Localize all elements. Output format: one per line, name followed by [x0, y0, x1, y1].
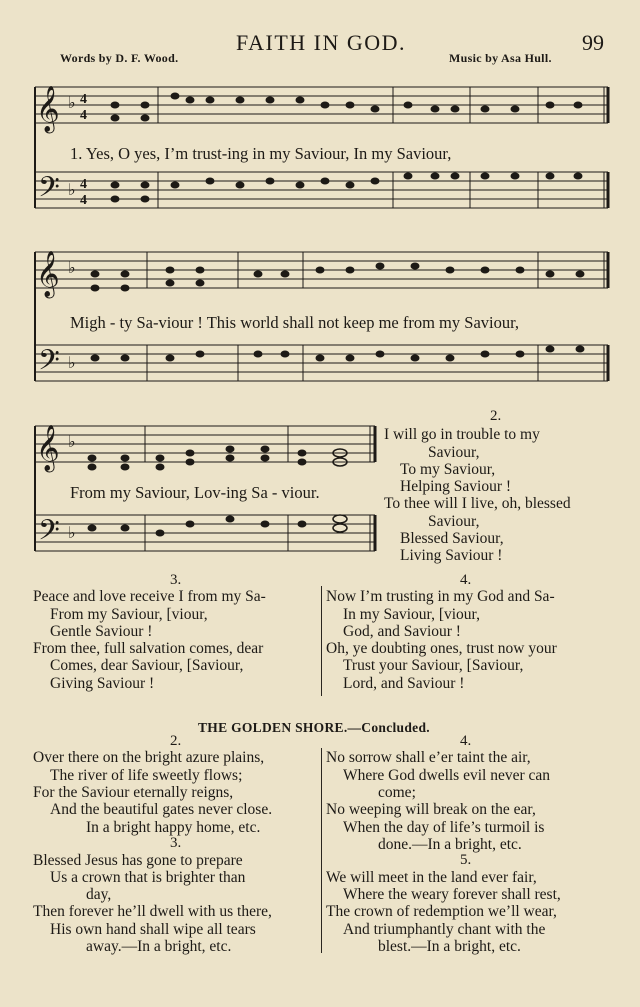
verse-4-line: Lord, and Saviour !	[343, 675, 465, 692]
svg-text:4: 4	[80, 193, 87, 208]
page-number: 99	[582, 30, 604, 55]
golden-verse-5-line: We will meet in the land ever fair,	[326, 869, 537, 886]
golden-verse-2-number: 2.	[170, 733, 182, 749]
golden-verse-3-line: away.—In a bright, etc.	[86, 938, 232, 955]
music-credit: Music by Asa Hull.	[449, 51, 552, 65]
svg-text:4: 4	[80, 108, 87, 123]
verse-4-line: Trust your Saviour, [Saviour,	[343, 657, 524, 674]
verse-4-line: Now I’m trusting in my God and Sa-	[326, 588, 555, 605]
svg-text:𝄞: 𝄞	[36, 86, 60, 132]
golden-verse-4-number: 4.	[460, 733, 472, 749]
golden-verse-5-line: Where the weary forever shall rest,	[343, 886, 561, 903]
verse-2-line: Living Saviour !	[400, 547, 503, 564]
svg-text:4: 4	[80, 92, 87, 107]
golden-verse-2-line: For the Saviour eternally reigns,	[33, 784, 234, 801]
svg-text:𝄢: 𝄢	[38, 514, 60, 554]
golden-verse-3-line: Us a crown that is brighter than	[50, 869, 246, 886]
verse-3-line: From my Saviour, [viour,	[50, 606, 208, 623]
svg-text:♭: ♭	[68, 182, 76, 199]
golden-verse-4-line: No sorrow shall e’er taint the air,	[326, 749, 531, 766]
music-system-1	[30, 72, 615, 240]
hymn-title: FAITH IN GOD.	[236, 30, 407, 55]
verse-2-number: 2.	[490, 408, 502, 424]
svg-text:♭: ♭	[68, 355, 76, 372]
golden-verse-3-line: His own hand shall wipe all tears	[50, 921, 256, 938]
golden-verse-2-line: Over there on the bright azure plains,	[33, 749, 265, 766]
verse-2-line: Saviour,	[428, 444, 480, 461]
verse-2-line: To thee will I live, oh, blessed	[384, 495, 571, 512]
verse-4-line: God, and Saviour !	[343, 623, 461, 640]
verse-2-line: To my Saviour,	[400, 461, 496, 478]
svg-text:𝄢: 𝄢	[38, 344, 60, 384]
verse-3-line: From thee, full salvation comes, dear	[33, 640, 264, 657]
golden-verse-5-line: The crown of redemption we’ll wear,	[326, 903, 557, 920]
verse-3-line: Giving Saviour !	[50, 675, 155, 692]
golden-verse-3-number: 3.	[170, 835, 182, 851]
lyrics-line-3: From my Saviour, Lov-ing Sa - viour.	[70, 483, 320, 502]
svg-text:𝄢: 𝄢	[38, 171, 60, 211]
svg-text:♭: ♭	[68, 95, 76, 112]
verse-3-number: 3.	[170, 572, 182, 588]
golden-shore-title: THE GOLDEN SHORE.—Concluded.	[198, 720, 430, 735]
verse-3-line: Gentle Saviour !	[50, 623, 153, 640]
svg-text:𝄞: 𝄞	[36, 425, 60, 471]
golden-verse-4-line: No weeping will break on the ear,	[326, 801, 536, 818]
verse-3-line: Comes, dear Saviour, [Saviour,	[50, 657, 244, 674]
golden-verse-3-line: day,	[86, 886, 112, 903]
golden-verse-2-line: In a bright happy home, etc.	[86, 819, 261, 836]
golden-verse-4-line: done.—In a bright, etc.	[378, 836, 522, 853]
golden-verse-3-line: Then forever he’ll dwell with us there,	[33, 903, 272, 920]
golden-verse-2-line: And the beautiful gates never close.	[50, 801, 273, 818]
golden-verse-3-line: Blessed Jesus has gone to prepare	[33, 852, 243, 869]
golden-verse-2-line: The river of life sweetly flows;	[50, 767, 243, 784]
svg-text:♭: ♭	[68, 525, 76, 542]
column-divider	[321, 586, 322, 696]
golden-verse-4-line: Where God dwells evil never can	[343, 767, 551, 784]
svg-text:♭: ♭	[68, 434, 76, 451]
svg-text:4: 4	[80, 177, 87, 192]
words-credit: Words by D. F. Wood.	[60, 51, 179, 65]
golden-verse-5-line: And triumphantly chant with the	[343, 921, 546, 938]
music-system-3	[30, 412, 382, 580]
verse-3-line: Peace and love receive I from my Sa-	[33, 588, 266, 605]
svg-text:♭: ♭	[68, 260, 76, 277]
verse-4-number: 4.	[460, 572, 472, 588]
verse-2-line: I will go in trouble to my	[384, 426, 540, 443]
golden-verse-5-number: 5.	[460, 852, 472, 868]
golden-verse-4-line: come;	[378, 784, 416, 801]
verse-2-line: Blessed Saviour,	[400, 530, 504, 547]
verse-4-line: Oh, ye doubting ones, trust now your	[326, 640, 557, 657]
golden-verse-5-line: blest.—In a bright, etc.	[378, 938, 521, 955]
verse-4-line: In my Saviour, [viour,	[343, 606, 480, 623]
lyrics-line-2: Migh - ty Sa-viour ! This world shall not keep me from my Saviour,	[70, 313, 520, 332]
lyrics-line-1: 1. Yes, O yes, I’m trust-ing in my Saviour, In my Saviour,	[70, 144, 452, 163]
column-divider	[321, 748, 322, 953]
music-system-2	[30, 240, 615, 408]
golden-verse-4-line: When the day of life’s turmoil is	[343, 819, 545, 836]
svg-text:𝄞: 𝄞	[36, 251, 60, 297]
verse-2-line: Saviour,	[428, 513, 480, 530]
verse-2-line: Helping Saviour !	[400, 478, 512, 495]
